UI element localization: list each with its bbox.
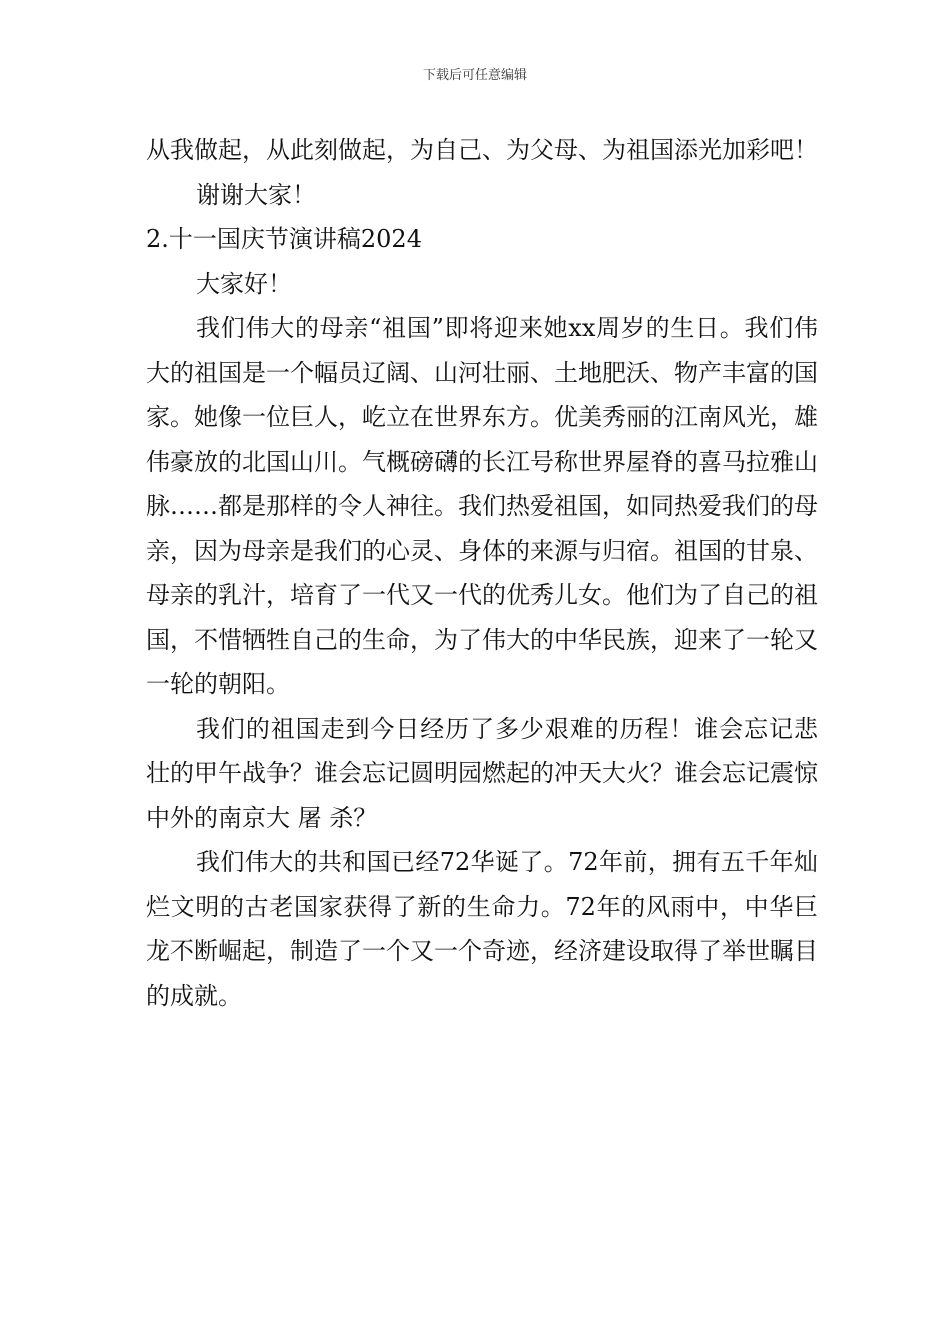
page-header: 下载后可任意编辑 <box>422 68 527 83</box>
section-heading: 2.十一国庆节演讲稿2024 <box>146 225 422 253</box>
document-body <box>146 128 818 1018</box>
paragraph-closing-call: 从我做起，从此刻做起，为自己、为父母、为祖国添光加彩吧！ <box>146 136 818 164</box>
paragraph-motherland: 我们伟大的母亲“祖国”即将迎来她xx周岁的生日。我们伟大的祖国是一个幅员辽阔、山河壮丽、土地肥沃、物产丰富的国家。她像一位巨人，屹立在世界东方。优美秀丽的江南风光，雄伟豪放的北国山川。气概磅礴的长江号称世界屋脊的喜马拉雅山脉……都是那样的令人神往。我们热爱祖国，如同热爱我们的母亲，因为母亲是我们的心灵、身体的来源与归宿。祖国的甘泉、母亲的乳汁，培育了一代又一代的优秀儿女。他们为了自己的祖国，不惜牺牲自己的生命，为了伟大的中华民族，迎来了一轮又一轮的朝阳。 <box>146 314 818 698</box>
paragraph-greeting: 大家好！ <box>196 269 292 298</box>
paragraph-thanks: 谢谢大家！ <box>196 180 316 209</box>
paragraph-republic: 我们伟大的共和国已经72华诞了。72年前，拥有五千年灿烂文明的古老国家获得了新的生命力。72年的风雨中，中华巨龙不断崛起，制造了一个又一个奇迹，经济建设取得了举世瞩目的成就。 <box>146 848 818 1010</box>
paragraph-history: 我们的祖国走到今日经历了多少艰难的历程！谁会忘记悲壮的甲午战争？谁会忘记圆明园燃起的冲天大火？谁会忘记震惊中外的南京大 屠 杀？ <box>146 714 818 832</box>
